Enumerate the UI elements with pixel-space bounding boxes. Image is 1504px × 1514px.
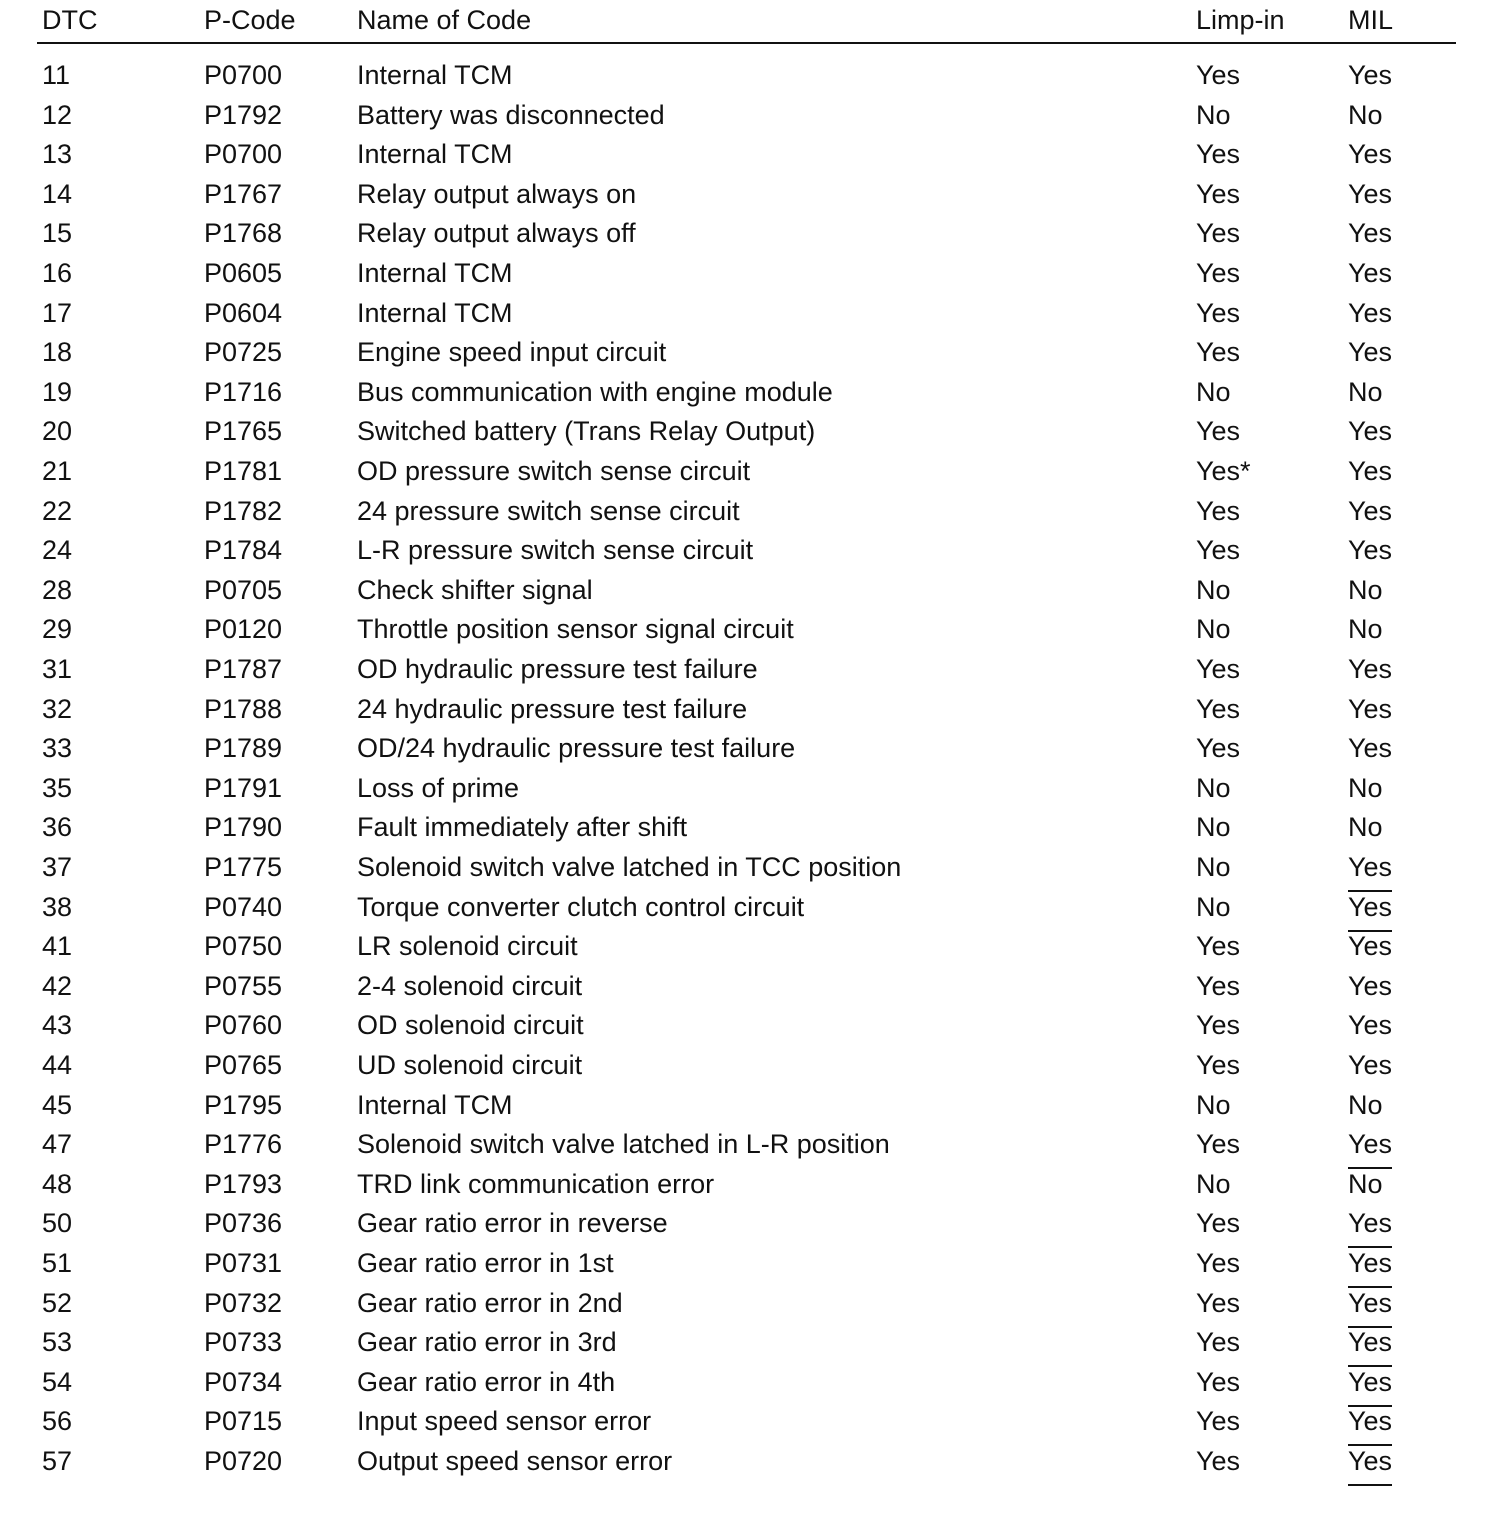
cell-name: Torque converter clutch control circuit: [357, 891, 805, 922]
cell-dtc: 14: [42, 178, 73, 209]
cell-mil: No: [1348, 574, 1383, 605]
table-row: [0, 55, 1504, 95]
cell-dtc: 37: [42, 852, 73, 882]
cell-pcode: P1791: [204, 772, 283, 803]
cell-pcode: P1795: [204, 1089, 283, 1120]
table-row: [0, 926, 1504, 966]
table-header-row: [0, 0, 1504, 40]
cell-dtc: 43: [42, 1010, 73, 1041]
cell-limp-in: Yes: [1196, 218, 1241, 249]
cell-limp-in: Yes: [1196, 654, 1241, 684]
cell-pcode: P1765: [204, 416, 283, 447]
cell-limp-in: Yes: [1196, 416, 1241, 447]
cell-name: 2-4 solenoid circuit: [357, 970, 583, 1001]
cell-dtc: 54: [42, 1366, 73, 1397]
table-row: [0, 1045, 1504, 1085]
table-row: [0, 293, 1504, 333]
cell-pcode: P0760: [204, 1010, 283, 1041]
header-limp-in: Limp-in: [1196, 5, 1285, 35]
cell-dtc: 45: [42, 1089, 73, 1120]
cell-mil: No: [1348, 1168, 1383, 1199]
cell-pcode: P1775: [204, 852, 283, 882]
cell-limp-in: No: [1196, 376, 1231, 407]
cell-mil: Yes: [1348, 218, 1393, 249]
cell-mil: Yes: [1348, 733, 1393, 764]
cell-dtc: 21: [42, 456, 73, 486]
cell-mil: No: [1348, 614, 1383, 645]
cell-dtc: 41: [42, 931, 73, 962]
cell-mil: Yes: [1348, 139, 1393, 170]
cell-pcode: P0700: [204, 139, 283, 170]
cell-limp-in: Yes: [1196, 970, 1241, 1001]
cell-name: OD/24 hydraulic pressure test failure: [357, 733, 796, 764]
cell-limp-in: Yes: [1196, 931, 1241, 962]
cell-dtc: 24: [42, 535, 73, 566]
table-row: [0, 609, 1504, 649]
cell-mil: Yes: [1348, 1441, 1392, 1486]
cell-limp-in: Yes: [1196, 1208, 1241, 1239]
cell-mil: Yes: [1348, 1283, 1392, 1328]
cell-name: 24 hydraulic pressure test failure: [357, 693, 748, 724]
table-row: [0, 887, 1504, 927]
cell-limp-in: Yes*: [1196, 456, 1251, 486]
cell-mil: Yes: [1348, 1124, 1392, 1169]
cell-limp-in: Yes: [1196, 1248, 1241, 1278]
cell-name: Relay output always on: [357, 178, 637, 209]
table-row: [0, 1362, 1504, 1402]
cell-name: Gear ratio error in reverse: [357, 1208, 668, 1239]
cell-mil: Yes: [1348, 178, 1393, 209]
table-row: [0, 1243, 1504, 1283]
cell-mil: Yes: [1348, 456, 1393, 486]
cell-pcode: P0120: [204, 614, 283, 645]
cell-dtc: 47: [42, 1129, 73, 1160]
cell-limp-in: Yes: [1196, 337, 1241, 368]
cell-limp-in: No: [1196, 852, 1231, 882]
cell-dtc: 31: [42, 654, 73, 684]
header-mil: MIL: [1348, 5, 1394, 35]
cell-name: Relay output always off: [357, 218, 636, 249]
cell-name: Bus communication with engine module: [357, 376, 833, 407]
table-row: [0, 847, 1504, 887]
cell-mil: Yes: [1348, 1362, 1392, 1407]
cell-pcode: P0736: [204, 1208, 283, 1239]
cell-mil: Yes: [1348, 495, 1393, 526]
cell-pcode: P0755: [204, 970, 283, 1001]
table-body: [0, 55, 1504, 1495]
cell-limp-in: Yes: [1196, 258, 1241, 288]
cell-dtc: 42: [42, 970, 73, 1001]
table-row: [0, 1401, 1504, 1441]
cell-name: Fault immediately after shift: [357, 812, 688, 843]
cell-limp-in: Yes: [1196, 139, 1241, 170]
cell-name: OD pressure switch sense circuit: [357, 456, 751, 486]
cell-pcode: P1789: [204, 733, 283, 764]
cell-name: 24 pressure switch sense circuit: [357, 495, 740, 526]
table-row: [0, 1283, 1504, 1323]
cell-name: Internal TCM: [357, 139, 513, 170]
cell-mil: Yes: [1348, 887, 1392, 932]
table-row: [0, 95, 1504, 135]
cell-dtc: 13: [42, 139, 73, 170]
cell-mil: No: [1348, 812, 1383, 843]
cell-mil: No: [1348, 772, 1383, 803]
cell-dtc: 53: [42, 1327, 73, 1358]
cell-dtc: 56: [42, 1406, 73, 1437]
cell-pcode: P1776: [204, 1129, 283, 1160]
cell-dtc: 51: [42, 1248, 73, 1278]
cell-name: Gear ratio error in 1st: [357, 1248, 614, 1278]
cell-limp-in: No: [1196, 1089, 1231, 1120]
table-row: [0, 1441, 1504, 1481]
cell-limp-in: Yes: [1196, 693, 1241, 724]
table-row: [0, 253, 1504, 293]
cell-limp-in: Yes: [1196, 495, 1241, 526]
cell-dtc: 15: [42, 218, 73, 249]
cell-mil: Yes: [1348, 1401, 1392, 1446]
cell-mil: No: [1348, 99, 1383, 130]
table-row: [0, 530, 1504, 570]
cell-mil: Yes: [1348, 297, 1393, 328]
cell-mil: Yes: [1348, 535, 1393, 566]
cell-pcode: P1792: [204, 99, 283, 130]
cell-limp-in: No: [1196, 1168, 1231, 1199]
cell-dtc: 44: [42, 1050, 73, 1080]
cell-name: TRD link communication error: [357, 1168, 715, 1199]
cell-limp-in: No: [1196, 812, 1231, 843]
cell-limp-in: Yes: [1196, 1050, 1241, 1080]
table-row: [0, 689, 1504, 729]
cell-dtc: 32: [42, 693, 73, 724]
cell-pcode: P1768: [204, 218, 283, 249]
cell-name: Solenoid switch valve latched in L-R position: [357, 1129, 890, 1160]
cell-dtc: 38: [42, 891, 73, 922]
cell-limp-in: Yes: [1196, 1327, 1241, 1358]
cell-pcode: P0733: [204, 1327, 283, 1358]
cell-name: OD solenoid circuit: [357, 1010, 584, 1041]
cell-mil: Yes: [1348, 1203, 1392, 1248]
cell-limp-in: No: [1196, 891, 1231, 922]
cell-limp-in: Yes: [1196, 733, 1241, 764]
cell-dtc: 12: [42, 99, 73, 130]
table-row: [0, 411, 1504, 451]
table-row: [0, 1203, 1504, 1243]
cell-pcode: P0715: [204, 1406, 283, 1437]
cell-dtc: 57: [42, 1446, 73, 1476]
cell-limp-in: Yes: [1196, 1406, 1241, 1437]
cell-pcode: P0604: [204, 297, 283, 328]
cell-dtc: 17: [42, 297, 73, 328]
cell-dtc: 16: [42, 258, 73, 288]
table-row: [0, 372, 1504, 412]
cell-limp-in: Yes: [1196, 60, 1241, 90]
cell-dtc: 36: [42, 812, 73, 843]
cell-pcode: P1787: [204, 654, 283, 684]
table-row: [0, 174, 1504, 214]
cell-pcode: P1788: [204, 693, 283, 724]
cell-dtc: 35: [42, 772, 73, 803]
cell-mil: Yes: [1348, 970, 1393, 1001]
table-row: [0, 570, 1504, 610]
cell-pcode: P0705: [204, 574, 283, 605]
cell-pcode: P1781: [204, 456, 283, 486]
cell-limp-in: No: [1196, 574, 1231, 605]
cell-mil: Yes: [1348, 258, 1393, 288]
cell-name: Internal TCM: [357, 60, 513, 90]
cell-mil: Yes: [1348, 693, 1393, 724]
cell-pcode: P1793: [204, 1168, 283, 1199]
table-row: [0, 1005, 1504, 1045]
cell-mil: Yes: [1348, 60, 1393, 90]
cell-name: Switched battery (Trans Relay Output): [357, 416, 816, 447]
cell-mil: Yes: [1348, 847, 1392, 892]
cell-mil: Yes: [1348, 1322, 1392, 1367]
cell-pcode: P0734: [204, 1366, 283, 1397]
cell-pcode: P0750: [204, 931, 283, 962]
table-row: [0, 134, 1504, 174]
cell-name: Gear ratio error in 3rd: [357, 1327, 617, 1358]
cell-pcode: P0765: [204, 1050, 283, 1080]
cell-mil: Yes: [1348, 337, 1393, 368]
cell-dtc: 29: [42, 614, 73, 645]
cell-mil: No: [1348, 1089, 1383, 1120]
cell-pcode: P0732: [204, 1287, 283, 1318]
cell-limp-in: No: [1196, 772, 1231, 803]
cell-dtc: 22: [42, 495, 73, 526]
cell-pcode: P1784: [204, 535, 283, 566]
table-row: [0, 1085, 1504, 1125]
table-row: [0, 332, 1504, 372]
cell-pcode: P1782: [204, 495, 283, 526]
cell-dtc: 28: [42, 574, 73, 605]
table-row: [0, 966, 1504, 1006]
cell-name: LR solenoid circuit: [357, 931, 578, 962]
cell-mil: Yes: [1348, 1243, 1392, 1288]
cell-pcode: P1767: [204, 178, 283, 209]
cell-name: Internal TCM: [357, 258, 513, 288]
cell-pcode: P0740: [204, 891, 283, 922]
header-divider: [37, 42, 1456, 44]
table-row: [0, 649, 1504, 689]
cell-name: Internal TCM: [357, 297, 513, 328]
cell-mil: Yes: [1348, 654, 1393, 684]
cell-pcode: P1716: [204, 376, 283, 407]
cell-name: Battery was disconnected: [357, 99, 665, 130]
cell-limp-in: Yes: [1196, 297, 1241, 328]
cell-limp-in: Yes: [1196, 1129, 1241, 1160]
cell-mil: No: [1348, 376, 1383, 407]
cell-limp-in: Yes: [1196, 1287, 1241, 1318]
cell-name: Loss of prime: [357, 772, 520, 803]
cell-dtc: 52: [42, 1287, 73, 1318]
cell-limp-in: Yes: [1196, 1366, 1241, 1397]
cell-limp-in: Yes: [1196, 535, 1241, 566]
cell-mil: Yes: [1348, 416, 1393, 447]
table-row: [0, 728, 1504, 768]
cell-dtc: 48: [42, 1168, 73, 1199]
cell-name: UD solenoid circuit: [357, 1050, 583, 1080]
cell-name: OD hydraulic pressure test failure: [357, 654, 758, 684]
cell-name: Engine speed input circuit: [357, 337, 667, 368]
cell-pcode: P0720: [204, 1446, 283, 1476]
cell-dtc: 19: [42, 376, 73, 407]
cell-limp-in: Yes: [1196, 1010, 1241, 1041]
cell-pcode: P0725: [204, 337, 283, 368]
cell-name: Check shifter signal: [357, 574, 593, 605]
cell-pcode: P0731: [204, 1248, 283, 1278]
cell-limp-in: Yes: [1196, 178, 1241, 209]
cell-pcode: P0700: [204, 60, 283, 90]
cell-mil: Yes: [1348, 1010, 1393, 1041]
cell-name: Throttle position sensor signal circuit: [357, 614, 794, 645]
cell-name: Internal TCM: [357, 1089, 513, 1120]
table-row: [0, 213, 1504, 253]
header-name: Name of Code: [357, 5, 532, 35]
cell-limp-in: No: [1196, 99, 1231, 130]
cell-mil: Yes: [1348, 931, 1393, 962]
cell-mil: Yes: [1348, 1050, 1393, 1080]
cell-dtc: 11: [42, 60, 71, 90]
cell-dtc: 33: [42, 733, 73, 764]
cell-name: Gear ratio error in 2nd: [357, 1287, 623, 1318]
cell-dtc: 20: [42, 416, 73, 447]
cell-limp-in: Yes: [1196, 1446, 1241, 1476]
cell-name: L-R pressure switch sense circuit: [357, 535, 754, 566]
table-row: [0, 451, 1504, 491]
cell-dtc: 18: [42, 337, 73, 368]
table-row: [0, 1322, 1504, 1362]
cell-name: Gear ratio error in 4th: [357, 1366, 616, 1397]
cell-pcode: P0605: [204, 258, 283, 288]
header-pcode: P-Code: [204, 5, 296, 35]
cell-name: Input speed sensor error: [357, 1406, 652, 1437]
table-row: [0, 768, 1504, 808]
table-row: [0, 491, 1504, 531]
header-dtc: DTC: [42, 5, 98, 35]
cell-name: Solenoid switch valve latched in TCC position: [357, 852, 902, 882]
cell-dtc: 50: [42, 1208, 73, 1239]
cell-name: Output speed sensor error: [357, 1446, 673, 1476]
cell-limp-in: No: [1196, 614, 1231, 645]
cell-pcode: P1790: [204, 812, 283, 843]
table-row: [0, 1164, 1504, 1204]
table-row: [0, 807, 1504, 847]
table-row: [0, 1124, 1504, 1164]
